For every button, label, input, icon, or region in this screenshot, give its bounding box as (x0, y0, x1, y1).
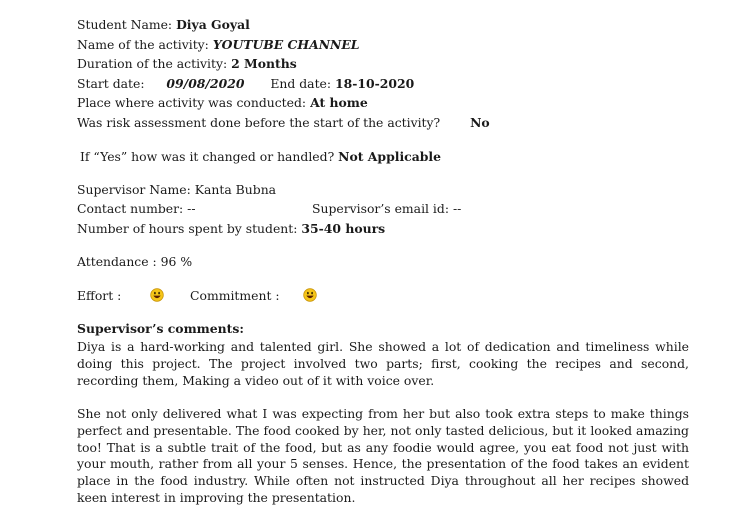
effort-label: Effort : (77, 288, 122, 303)
smiley-face-icon (150, 288, 164, 302)
supervisor-name-row (77, 182, 276, 197)
duration-value: 2 Months (231, 56, 297, 71)
attendance-label: Attendance : (77, 254, 157, 269)
duration-row (77, 56, 297, 71)
activity-name-row (77, 37, 360, 52)
contact-value: -- (187, 201, 196, 216)
comments-paragraph-2: She not only delivered what I was expecting from her but also took extra steps to make things perfect and presentable. The food cooked by her, not only tasted delicious, but it looked amazing too! That is a subtle trait of the food, but as any foodie would agree, you eat food not just with your mouth, rather from all your 5 senses. Hence, the presentation of the food takes an evident place in the food industry. While often not instructed Diya throughout all her recipes showed keen interest in improving the presentation. (77, 406, 689, 505)
student-name-label: Student Name: (77, 17, 173, 32)
risk-value: No (470, 115, 490, 130)
attendance-row (77, 254, 192, 269)
effort-row (77, 288, 121, 303)
effort-rating (150, 288, 164, 303)
email-value: -- (452, 201, 462, 216)
risk-label: Was risk assessment done before the start of the activity? (77, 115, 441, 130)
contact-label: Contact number: (77, 201, 184, 216)
hours-label: Number of hours spent by student: (77, 221, 298, 236)
attendance-value: 96 % (160, 254, 193, 269)
if-yes-label: If “Yes” how was it changed or handled? (80, 149, 335, 164)
if-yes-value: Not Applicable (338, 149, 441, 164)
if-yes-row (80, 149, 441, 164)
risk-row (77, 115, 490, 130)
hours-value: 35-40 hours (301, 221, 386, 236)
end-date-value: 18-10-2020 (335, 76, 415, 91)
email-label: Supervisor’s email id: (312, 201, 449, 216)
comments-paragraph-1: Diya is a hard-working and talented girl. She showed a lot of dedication and timeliness while doing this project. The project involved two parts; first, cooking the recipes and second, recording them, Making a video out of it with voice over. (77, 339, 689, 388)
dates-row (77, 76, 414, 91)
place-value: At home (310, 95, 368, 110)
student-name-row (77, 17, 250, 32)
commitment-rating (303, 288, 317, 303)
comments-heading-row (77, 321, 244, 336)
commitment-row (190, 288, 280, 303)
end-date-label: End date: (270, 76, 332, 91)
activity-name-label: Name of the activity: (77, 37, 209, 52)
smiley-face-icon (303, 288, 317, 302)
supervisor-name-value: Kanta Bubna (194, 182, 277, 197)
start-date-value: 09/08/2020 (166, 76, 245, 91)
comments-heading: Supervisor’s comments: (77, 321, 244, 336)
place-row (77, 95, 368, 110)
supervisor-name-label: Supervisor Name: (77, 182, 191, 197)
email-row (312, 201, 461, 216)
activity-name-value: YOUTUBE CHANNEL (212, 37, 360, 52)
commitment-label: Commitment : (190, 288, 280, 303)
student-name-value: Diya Goyal (176, 17, 250, 32)
start-date-label: Start date: (77, 76, 145, 91)
place-label: Place where activity was conducted: (77, 95, 307, 110)
contact-row (77, 201, 196, 216)
duration-label: Duration of the activity: (77, 56, 228, 71)
hours-row (77, 221, 385, 236)
